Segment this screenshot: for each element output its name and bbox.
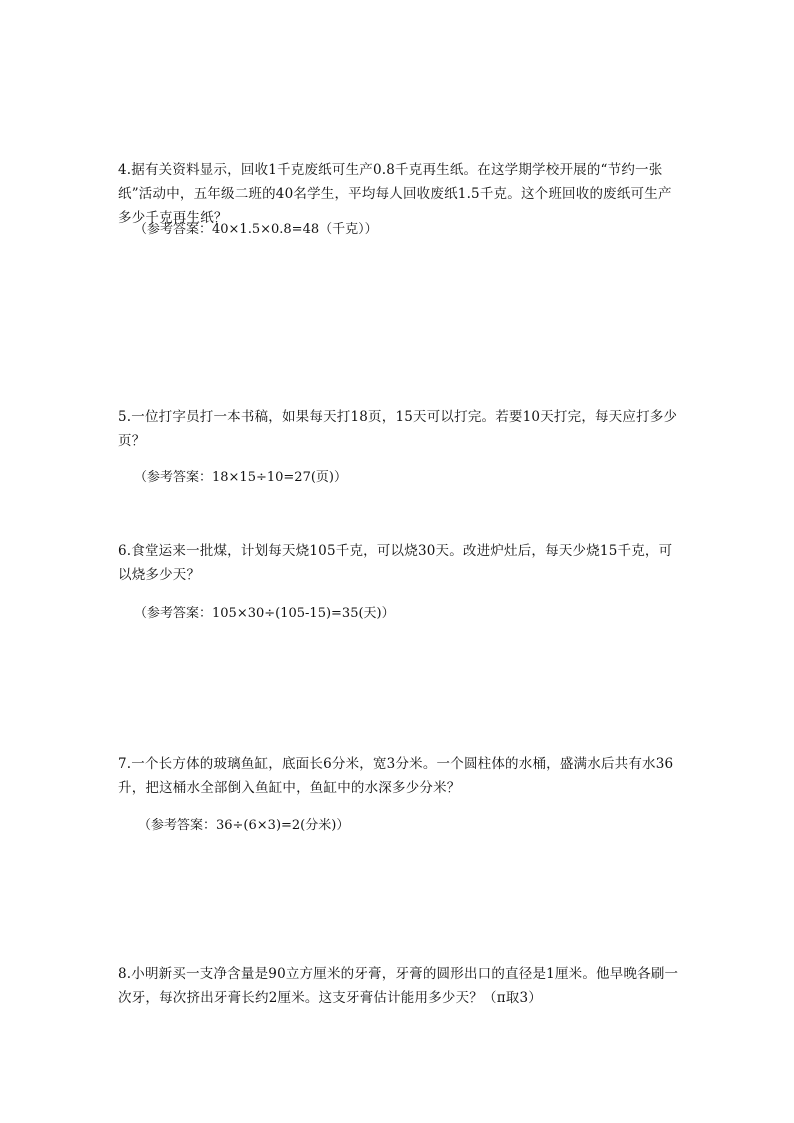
answer-7: （参考答案：36÷(6×3)=2(分米)） — [138, 818, 350, 833]
question-8: 8.小明新买一支净含量是90立方厘米的牙膏，牙膏的圆形出口的直径是1厘米。他早晚各刷一次牙，每次挤出牙膏长约2厘米。这支牙膏估计能用多少天？（π取3） — [118, 966, 679, 1006]
answer-6: （参考答案：105×30÷(105-15)=35(天)） — [134, 606, 395, 621]
answer-4: （参考答案：40×1.5×0.8=48（千克）） — [134, 222, 378, 237]
question-7: 7.一个长方体的玻璃鱼缸，底面长6分米，宽3分米。一个圆柱体的水桶，盛满水后共有水36升，把这桶水全部倒入鱼缸中，鱼缸中的水深多少分米？ — [118, 756, 674, 796]
answer-5: （参考答案：18×15÷10=27(页)） — [134, 470, 347, 485]
question-4: 4.据有关资料显示，回收1千克废纸可生产0.8千克再生纸。在这学期学校开展的“节约一张纸”活动中，五年级二班的40名学生，平均每人回收废纸1.5千克。这个班回收的废纸可生产多少千克再生纸？ — [118, 162, 672, 226]
question-5: 5.一位打字员打一本书稿，如果每天打18页，15天可以打完。若要10天打完，每天应打多少页？ — [118, 409, 678, 449]
question-6: 6.食堂运来一批煤，计划每天烧105千克，可以烧30天。改进炉灶后，每天少烧15千克，可以烧多少天？ — [118, 543, 673, 583]
